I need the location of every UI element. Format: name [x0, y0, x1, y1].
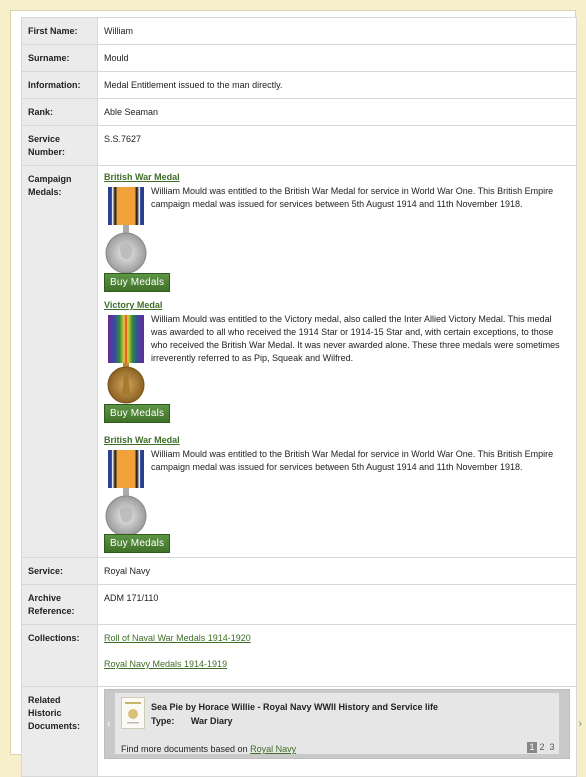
pager-page-2[interactable]: 2 [537, 742, 547, 753]
information-value: Medal Entitlement issued to the man directly. [98, 72, 577, 99]
archive-reference-label [22, 585, 98, 625]
carousel-prev-arrow-icon[interactable]: ‹ [107, 718, 111, 730]
service-value: Royal Navy [98, 558, 577, 585]
find-more-documents [121, 743, 296, 756]
information-label: Information: [22, 72, 98, 99]
row-service [22, 558, 577, 585]
medal-entry [104, 171, 570, 299]
document-type-label: Type: [151, 716, 175, 726]
archive-reference-label-line2: Reference: [28, 606, 75, 616]
service-number-label-line1: Service [28, 134, 61, 144]
row-information [22, 72, 577, 99]
surname-value: Mould [98, 45, 577, 72]
archive-reference-label-line1: Archive [28, 593, 62, 603]
medal-entry [104, 299, 570, 434]
row-archive-reference [22, 585, 577, 625]
medal-description: William Mould was entitled to the Victory medal, also called the Inter Allied Victory Medal. This medal was awarded to all who received the 1914 Star or 1914-15 Star and, with certain exceptions, to those who received the British War Medal. It was never awarded alone. These three medals were sometimes irreverently referred to as Pip, Squeak and Wilfred. [151, 314, 560, 363]
documents-carousel [104, 689, 582, 759]
first-name-label: First Name: [22, 18, 98, 45]
rank-value: Able Seaman [98, 99, 577, 126]
buy-medals-button[interactable]: Buy Medals [104, 273, 170, 292]
document-title[interactable]: Sea Pie by Horace Willie - Royal Navy WWII History and Service life [151, 702, 439, 712]
archive-reference-value: ADM 171/110 [98, 585, 577, 625]
related-documents-label-line3: Documents: [28, 721, 81, 731]
buy-medals-button[interactable]: Buy Medals [104, 404, 170, 423]
surname-label: Surname: [22, 45, 98, 72]
document-thumbnail[interactable] [121, 697, 145, 729]
campaign-medals-value [98, 166, 577, 558]
record-table [21, 17, 582, 777]
service-number-value: S.S.7627 [98, 126, 577, 166]
row-surname [22, 45, 577, 72]
victory-medal-icon [104, 313, 151, 409]
pager-page-1[interactable]: 1 [527, 742, 537, 753]
collections-label: Collections: [22, 625, 98, 687]
first-name-value: William [98, 18, 577, 45]
collection-link[interactable]: Roll of Naval War Medals 1914-1920 [104, 633, 251, 643]
row-collections [22, 625, 577, 687]
rank-label: Rank: [22, 99, 98, 126]
find-more-prefix: Find more documents based on [121, 744, 248, 754]
related-documents-label-line2: Historic [28, 708, 62, 718]
british-war-medal-icon [104, 448, 151, 542]
service-number-label [22, 126, 98, 166]
medal-title-link[interactable]: Victory Medal [104, 300, 163, 310]
row-rank [22, 99, 577, 126]
top-strip [0, 0, 586, 8]
pager-page-3[interactable]: 3 [547, 742, 557, 753]
related-documents-label-line1: Related [28, 695, 61, 705]
related-documents-label [22, 687, 98, 777]
medal-entry [104, 434, 570, 550]
medal-description: William Mould was entitled to the British War Medal for service in World War One. This British Empire campaign medal was issued for services between 5th August 1914 and 11th November 1918. [151, 449, 554, 472]
service-label: Service: [22, 558, 98, 585]
buy-medals-button[interactable]: Buy Medals [104, 534, 170, 553]
campaign-medals-label-line1: Campaign [28, 174, 72, 184]
carousel-slide [115, 693, 559, 754]
record-sheet [10, 10, 582, 755]
row-campaign-medals [22, 166, 577, 558]
collections-value [98, 625, 577, 687]
carousel-next-arrow-icon[interactable]: › [578, 718, 582, 730]
medal-title-link[interactable]: British War Medal [104, 172, 180, 182]
row-service-number [22, 126, 577, 166]
service-number-label-line2: Number: [28, 147, 66, 157]
related-documents-value [98, 687, 582, 777]
campaign-medals-label-line2: Medals: [28, 187, 62, 197]
british-war-medal-icon [104, 185, 151, 279]
medal-title-link[interactable]: British War Medal [104, 435, 180, 445]
row-first-name [22, 18, 577, 45]
medal-description: William Mould was entitled to the British War Medal for service in World War One. This British Empire campaign medal was issued for services between 5th August 1914 and 11th November 1918. [151, 186, 554, 209]
collection-link[interactable]: Royal Navy Medals 1914-1919 [104, 659, 228, 669]
document-type [151, 715, 233, 728]
document-type-value: War Diary [190, 716, 233, 726]
row-related-documents [22, 687, 577, 777]
campaign-medals-label [22, 166, 98, 558]
find-more-link[interactable]: Royal Navy [250, 744, 297, 754]
